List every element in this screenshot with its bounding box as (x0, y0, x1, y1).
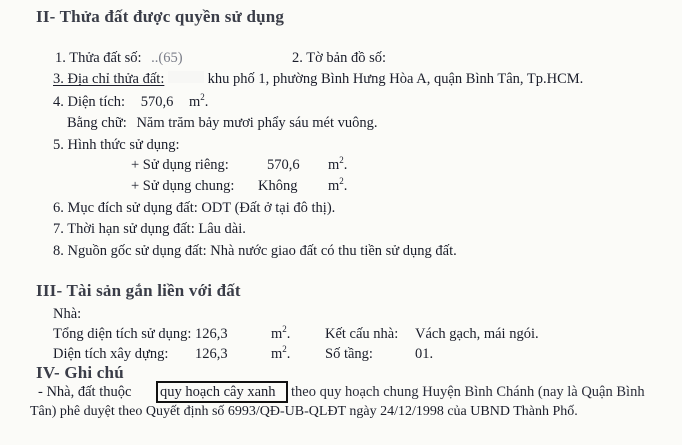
purpose-row (53, 200, 335, 217)
area-unit: $m^2$. (188, 92, 209, 110)
total-floor-value: 126,3 (195, 326, 228, 342)
area-words-label: Bằng chữ: (67, 115, 127, 131)
highlight-box (156, 381, 288, 403)
shared-use-label: + Sử dụng chung: (131, 178, 235, 194)
area-words-row (67, 115, 377, 132)
house-label: Nhà: (53, 306, 82, 322)
area-words-value: Năm trăm bảy mươi phẩy sáu mét vuông. (136, 115, 378, 131)
area-value: 570,6 (140, 94, 174, 110)
address-row (53, 71, 583, 88)
shared-use-row (131, 178, 234, 195)
note-line-2: Tân) phê duyệt theo Quyết định số 6993/QĐ-UB-QLĐT ngày 24/12/1998 của UBND Thành Phố. (30, 404, 578, 419)
address-label: 3. Địa chỉ thửa đất: (53, 71, 165, 87)
floors-value: 01. (415, 346, 434, 362)
address-value: khu phố 1, phường Bình Hưng Hòa A, quận Bình Tân, Tp.HCM. (207, 71, 584, 87)
private-use-label: + Sử dụng riêng: (131, 157, 229, 173)
term-row (53, 221, 246, 238)
section-4-title: IV- Ghi chú (36, 363, 124, 382)
parcel-number-value: ..(65) (151, 50, 183, 66)
origin-value: Nhà nước giao đất có thu tiền sử dụng đất. (210, 243, 457, 259)
section-3-title: III- Tài sản gắn liền với đất (36, 281, 241, 300)
structure-label: Kết cấu nhà: (325, 326, 399, 342)
note-boxed-text: quy hoạch cây xanh (160, 384, 276, 400)
private-use-value: 570,6 (267, 157, 300, 173)
built-area-unit: $m^2$. (271, 344, 291, 362)
map-sheet-label: 2. Tờ bản đồ số: (292, 50, 386, 66)
parcel-number-label: 1. Thửa đất số: (55, 50, 142, 66)
private-use-row (131, 157, 229, 174)
origin-label: 8. Nguồn gốc sử dụng đất: (53, 243, 207, 259)
term-label: 7. Thời hạn sử dụng đất: (53, 221, 195, 237)
origin-row (53, 243, 457, 260)
purpose-value: ODT (Đất ở tại đô thị). (201, 200, 336, 216)
area-row (53, 94, 208, 111)
built-area-label: Diện tích xây dựng: (53, 346, 169, 362)
structure-value: Vách gạch, mái ngói. (415, 326, 539, 342)
parcel-number-row (55, 50, 183, 67)
shared-use-unit: $m^2$. (328, 176, 348, 194)
note-line-1-start: - Nhà, đất thuộc (38, 384, 132, 400)
section-2-title: II- Thửa đất được quyền sử dụng (36, 7, 285, 26)
total-floor-unit: $m^2$. (271, 324, 291, 342)
use-form-label: 5. Hình thức sử dụng: (53, 137, 180, 153)
floors-label: Số tầng: (325, 346, 373, 362)
note-line-1-end: theo quy hoạch chung Huyện Bình Chánh (nay là Quận Bình (291, 384, 645, 400)
total-floor-label: Tổng diện tích sử dụng: (53, 326, 192, 342)
shared-use-value: Không (258, 178, 298, 194)
term-value: Lâu dài. (198, 221, 246, 237)
built-area-value: 126,3 (195, 346, 228, 362)
purpose-label: 6. Mục đích sử dụng đất: (53, 200, 198, 216)
area-label: 4. Diện tích: (53, 94, 126, 110)
redacted-area (168, 71, 204, 83)
private-use-unit: $m^2$. (328, 155, 348, 173)
